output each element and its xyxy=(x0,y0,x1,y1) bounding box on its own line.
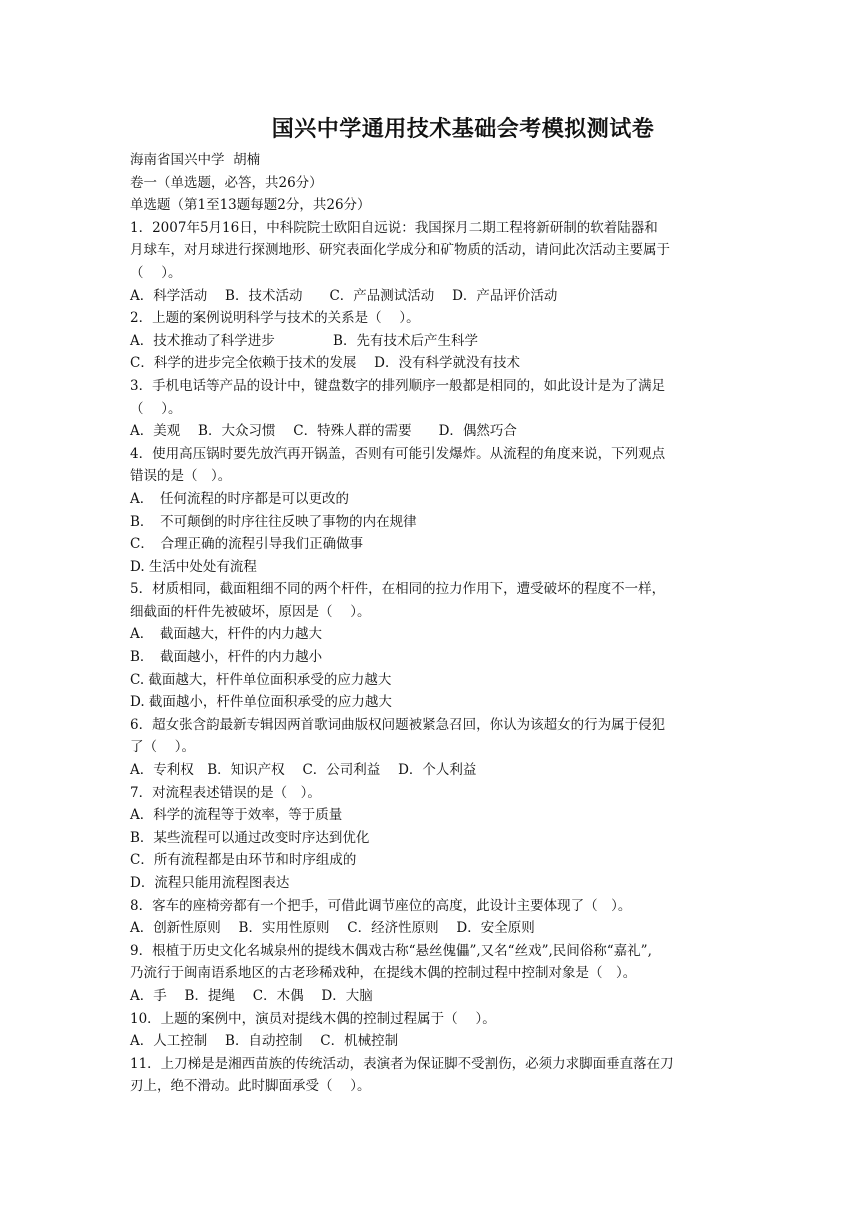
question-line: D. 生活中处处有流程 xyxy=(130,558,257,575)
question-line: A．专利权 B．知识产权 C．公司利益 D．个人利益 xyxy=(130,762,477,779)
document-body xyxy=(130,149,735,1098)
question-line: A．手 B．提绳 C．木偶 D．大脑 xyxy=(130,987,373,1004)
section-heading: 卷一（单选题，必答，共26分） xyxy=(130,174,323,191)
question-line: 9．根植于历史文化名城泉州的提线木偶戏古称“悬丝傀儡”,又名“丝戏”,民间俗称“嘉礼”, xyxy=(130,942,652,959)
question-line: 错误的是（ ）。 xyxy=(130,468,232,485)
question-line: B． 截面越小，杆件的内力越小 xyxy=(130,649,323,666)
question-line: A． 截面越大，杆件的内力越大 xyxy=(130,626,322,643)
question-line: 5．材质相同，截面粗细不同的两个杆件，在相同的拉力作用下，遭受破坏的程度不一样， xyxy=(130,581,666,598)
question-line: 月球车，对月球进行探测地形、研究表面化学成分和矿物质的活动，请问此次活动主要属于 xyxy=(130,242,670,259)
question-line: （ ）。 xyxy=(130,264,182,281)
question-line: D．流程只能用流程图表达 xyxy=(130,875,290,891)
question-line: A．美观 B．大众习惯 C．特殊人群的需要 D．偶然巧合 xyxy=(130,423,517,440)
document-title: 国兴中学通用技术基础会考模拟测试卷 xyxy=(271,116,655,142)
question-line: 2．上题的案例说明科学与技术的关系是（ ）。 xyxy=(130,310,420,327)
question-line: C． 合理正确的流程引导我们正确做事 xyxy=(130,536,364,553)
question-line: 4．使用高压锅时要先放汽再开锅盖，否则有可能引发爆炸。从流程的角度来说，下列观点 xyxy=(130,445,666,462)
author-line: 海南省国兴中学 胡楠 xyxy=(130,152,261,168)
question-line: 了（ ）。 xyxy=(130,739,196,756)
question-line: A．创新性原则 B．实用性原则 C．经济性原则 D．安全原则 xyxy=(130,920,535,937)
question-line: 10．上题的案例中，演员对提线木偶的控制过程属于（ ）。 xyxy=(130,1010,496,1027)
question-line: 刃上，绝不滑动。此时脚面承受（ ）。 xyxy=(130,1078,371,1095)
subsection-heading: 单选题（第1至13题每题2分，共26分） xyxy=(130,197,371,214)
question-line: A． 任何流程的时序都是可以更改的 xyxy=(130,490,349,507)
question-line: B．某些流程可以通过改变时序达到优化 xyxy=(130,829,370,846)
question-line: 8．客车的座椅旁都有一个把手，可借此调节座位的高度，此设计主要体现了（ ）。 xyxy=(130,897,632,914)
question-line: 6．超女张含韵最新专辑因两首歌词曲版权问题被紧急召回，你认为该超女的行为属于侵犯 xyxy=(130,716,666,733)
question-line: （ ）。 xyxy=(130,400,182,417)
question-line: D. 截面越小，杆件单位面积承受的应力越大 xyxy=(130,694,392,711)
question-line: 细截面的杆件先被破坏，原因是（ ）。 xyxy=(130,603,371,620)
question-line: C. 截面越大，杆件单位面积承受的应力越大 xyxy=(130,671,392,688)
question-line: A．人工控制 B．自动控制 C．机械控制 xyxy=(130,1033,399,1050)
question-line: C．科学的进步完全依赖于技术的发展 D．没有科学就没有技术 xyxy=(130,355,520,372)
question-line: B． 不可颠倒的时序往往反映了事物的内在规律 xyxy=(130,513,417,530)
question-line: A．科学的流程等于效率，等于质量 xyxy=(130,807,343,824)
question-line: 1．2007年5月16日，中科院院士欧阳自远说：我国探月二期工程将新研制的软着陆器和 xyxy=(130,219,658,236)
question-line: A．科学活动 B．技术活动 C．产品测试活动 D．产品评价活动 xyxy=(130,287,558,304)
question-line: 7．对流程表述错误的是（ ）。 xyxy=(130,784,321,801)
question-line: 乃流行于闽南语系地区的古老珍稀戏种，在提线木偶的控制过程中控制对象是（ ）。 xyxy=(130,965,637,982)
question-lines xyxy=(130,217,735,1098)
question-line: A．技术推动了科学进步 B．先有技术后产生科学 xyxy=(130,332,478,349)
question-line: 11．上刀梯是是湘西苗族的传统活动，表演者为保证脚不受割伤，必须力求脚面垂直落在刀 xyxy=(130,1055,674,1072)
question-line: C．所有流程都是由环节和时序组成的 xyxy=(130,852,357,869)
question-line: 3．手机电话等产品的设计中，键盘数字的排列顺序一般都是相同的，如此设计是为了满足 xyxy=(130,377,666,394)
